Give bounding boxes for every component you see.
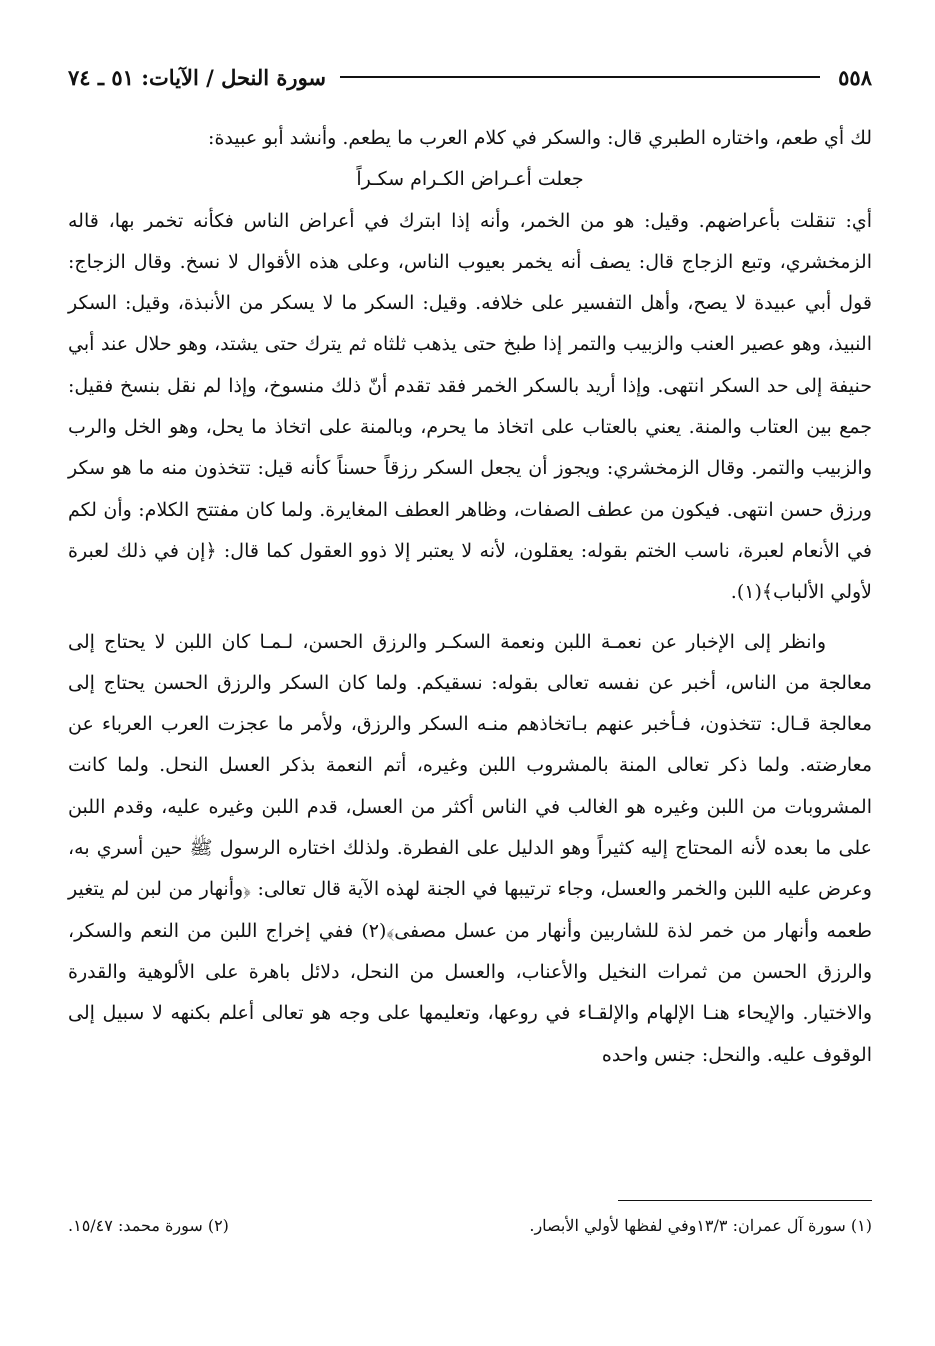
main-text — [68, 118, 872, 1076]
running-title: سورة النحل / الآيات: ٥١ ـ ٧٤ — [68, 64, 327, 90]
footnote-2: (٢) سورة محمد: ١٥/٤٧. — [68, 1216, 229, 1235]
paragraph-1: لك أي طعم، واختاره الطبري قال: والسكر في كلام العرب ما يطعم. وأنشد أبو عبيدة: — [208, 127, 872, 149]
footnote-1: (١) سورة آل عمران: ١٣/٣وفي لفظها لأولي الأبصار. — [529, 1216, 872, 1235]
page-number: ٥٥٨ — [838, 64, 872, 90]
page-header — [68, 60, 872, 94]
page — [68, 60, 872, 1076]
header-rule — [340, 76, 820, 78]
paragraph-3: وانظر إلى الإخبار عن نعمـة اللبن ونعمة السكـر والرزق الحسن، لـمـا كان اللبن لا يحتاج إلى معالجة من الناس، أخبر عن نفسه تعالى بقوله: نسقيكم. ولما كان السكر والرزق الحسن يحتاج إلى معالجة قـال: تتخذون، فـأخبر عنهم بـاتخاذهم منـه السكر والرزق، ولأمر ما عجزت العرب العرباء عن معارضته. ولما ذكر تعالى المنة بالمشروب اللبن وغيره، أتم النعمة بذكر العسل النحل. ولما كانت المشروبات من اللبن وغيره هو الغالب في الناس أكثر من العسل، قدم اللبن وغيره عليه، وقدم اللبن على ما بعده لأنه المحتاج إليه كثيراً وهو الدليل على الفطرة. ولذلك اختاره الرسول ﷺ حين أسري به، وعرض عليه اللبن والخمر والعسل، وجاء ترتيبها في الجنة لهذه الآية قال تعالى: ﴿وأنهار من لبن لم يتغير طعمه وأنهار من خمر لذة للشاربين وأنهار من عسل مصفى﴾(٢) ففي إخراج اللبن من النعم والسكر، والرزق الحسن من ثمرات النخيل والأعناب، والعسل من النحل، دلائل باهرة على الألوهية والقدرة والاختيار. والإيحاء هنـا الإلهام والإلقـاء في روعها، وتعليمها على وجه هو تعالى أعلم بكنهه لا سبيل إلى الوقوف عليه. والنحل: جنس واحده — [68, 630, 873, 1066]
poetry-verse: جعلت أعـراض الكـرام سكـراً — [356, 168, 584, 191]
paragraph-2: أي: تنقلت بأعراضهم. وقيل: هو من الخمر، وأنه إذا ابترك في أعراض الناس فكأنه تخمر بها، قاله الزمخشري، وتبع الزجاج قال: يصف أنه يخمر بعيوب الناس، وعلى هذه الأقوال لا نسخ. وقال الزجاج: قول أبي عبيدة لا يصح، وأهل التفسير على خلافه. وقيل: السكر ما لا يسكر من الأنبذة، وقيل: السكر النبيذ، وهو عصير العنب والزبيب والتمر إذا طبخ حتى يذهب ثلثاه ثم يترك حتى يشتد، وهو حلال عند أبي حنيفة إلى حد السكر انتهى. وإذا أريد بالسكر الخمر فقد تقدم أنّ ذلك منسوخ، وإذا لم نقل بنسخ فقيل: جمع بين العتاب والمنة. يعني بالعتاب على اتخاذ ما يحرم، وبالمنة على اتخاذ ما يحل، وهو الخل والرب والزبيب والتمر. وقال الزمخشري: ويجوز أن يجعل السكر رزقاً حسناً كأنه قيل: تتخذون منه ما هو سكر ورزق حسن انتهى. فيكون من عطف الصفات، وظاهر العطف المغايرة. ولما كان مفتتح الكلام: وأن لكم في الأنعام لعبرة، ناسب الختم بقوله: يعقلون، لأنه لا يعتبر إلا ذوو العقول كما قال: ﴿إن في ذلك لعبرة لأولي الألباب﴾(١). — [68, 209, 872, 604]
footnote-rule — [618, 1200, 872, 1201]
footnotes — [68, 1216, 872, 1235]
